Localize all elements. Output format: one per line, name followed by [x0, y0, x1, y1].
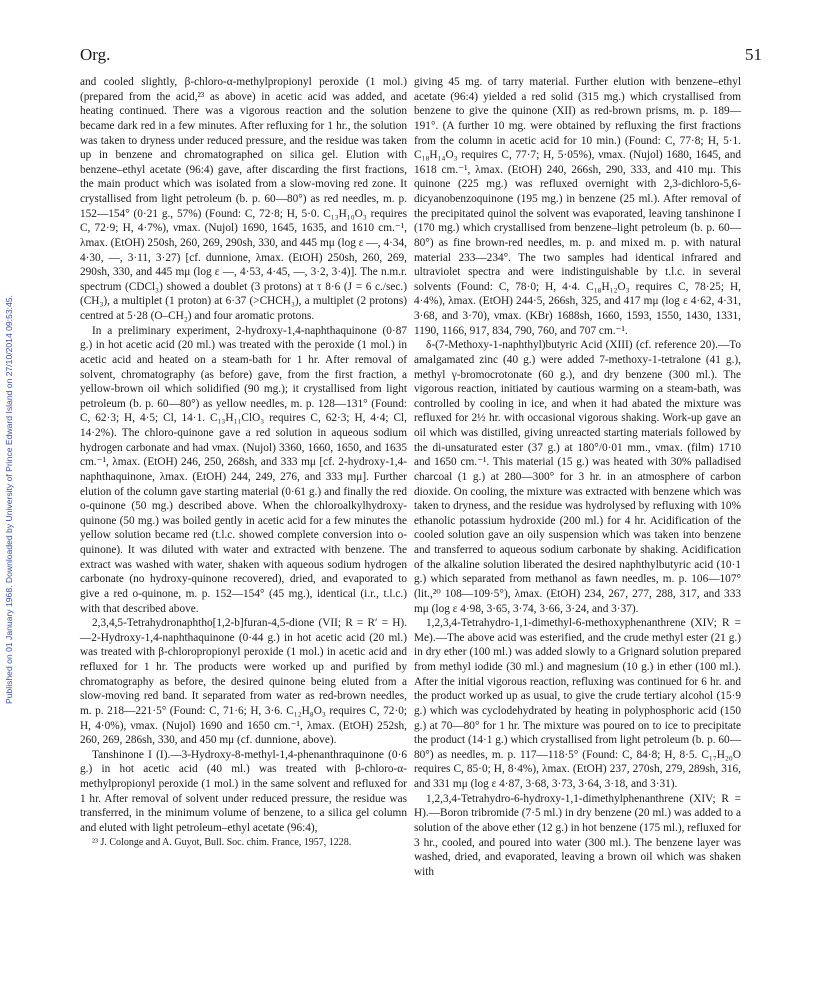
paragraph: Tanshinone I (I).—3-Hydroxy-8-methyl-1,4-phenanthraquinone (0·6 g.) in hot acetic acid (40 ml.) was treated with β-chloro-α-methylpropionyl peroxide (1 mol.) in the same solvent and refluxed for 1 hr. After removal of solvent under reduced pressure, the residue was transferred, in the minimum volume of benzene, to a silica gel column and eluted with light petroleum–ethyl acetate (96:4), [80, 748, 407, 834]
paragraph: 1,2,3,4-Tetrahydro-1,1-dimethyl-6-methoxyphenanthrene (XIV; R = Me).—The above acid was esterified, and the crude methyl ester (21 g.) in dry ether (100 ml.) was added slowly to a Grignard solution prepared from methyl iodide (30 ml.) and magnesium (10 g.) in ether (100 ml.). After the initial vigorous reaction, refluxing was continued for 6 hr. and the product worked up as usual, to give the crude tertiary alcohol (15·9 g.) which was cyclodehydrated by heating in polyphosphoric acid (150 g.) at 70—80° for 1 hr. The mixture was poured on to ice to precipitate the product (14·1 g.) which crystallised from light petroleum (b. p. 60—80°) as needles, m. p. 117—118·5° (Found: C, 84·8; H, 8·5. C₁₇H₂₀O requires C, 85·0; H, 8·4%), λmax. (EtOH) 237, 270sh, 279, 289sh, 316, and 331 mμ (log ε 4·87, 3·68, 3·73, 3·64, 3·18, and 3·31). [414, 617, 741, 790]
footnote: ²³ J. Colonge and A. Guyot, Bull. Soc. chim. France, 1957, 1228. [92, 836, 352, 848]
paragraph: In a preliminary experiment, 2-hydroxy-1,4-naphthaquinone (0·87 g.) in hot acetic acid (20 ml.) was treated with the peroxide (1 mol.) in acetic acid and heated on a steam-bath for 1 hr. After removal of solvent, chromatography (as before) gave, from the first fraction, a yellow-brown oil which solidified (90 mg.); it crystallised from light petroleum (b. p. 60—80°) as yellow needles, m. p. 128—131° (Found: C, 62·3; H, 4·5; Cl, 14·1. C₁₃H₁₁ClO₃ requires C, 62·3; H, 4·4; Cl, 14·2%). The chloro-quinone gave a red solution in aqueous sodium hydrogen carbonate and had νmax. (Nujol) 3360, 1660, 1650, and 1635 cm.⁻¹, λmax. (EtOH) 246, 250, 268sh, and 333 mμ [cf. 2-hydroxy-1,4-naphthaquinone, λmax. (EtOH) 244, 249, 276, and 333 mμ]. Further elution of the column gave starting material (0·61 g.) and finally the red o-quinone (50 mg.) described above. When the chloroalkylhydroxy-quinone (50 mg.) was boiled gently in acetic acid for a few minutes the yellow solution became red (t.l.c. showed complete conversion into o-quinone). It was diluted with water and extracted with benzene. The extract was washed with water, shaken with aqueous sodium hydrogen carbonate (no hydroxy-quinone recovered), dried, and evaporated to give a red o-quinone, m. p. 152—154° (45 mg.), identical (i.r., t.l.c.) with that described above. [80, 324, 407, 615]
download-watermark: Published on 01 January 1968. Downloaded by University of Prince Edward Island on 27/10/2014 09:53:45. [4, 295, 14, 705]
right-column [414, 75, 741, 879]
paragraph: 2,3,4,5-Tetrahydronaphtho[1,2-b]furan-4,5-dione (VII; R = R′ = H).—2-Hydroxy-1,4-naphthaquinone (0·44 g.) in hot acetic acid (20 ml.) was treated with β-chloropropionyl peroxide (1 mol.) in acetic acid and refluxed for 1 hr. The products were worked up and purified by chromatography as before, the desired quinone being eluted from a slow-moving red band. It separated from water as red-brown needles, m. p. 218—221·5° (Found: C, 71·6; H, 3·6. C₁₂H₈O₃ requires C, 72·0; H, 4·0%), νmax. (Nujol) 1690 and 1650 cm.⁻¹, λmax. (EtOH) 252sh, 260, 269, 286sh, 330, and 450 mμ (cf. dunnione, above). [80, 617, 407, 747]
paragraph: 1,2,3,4-Tetrahydro-6-hydroxy-1,1-dimethylphenanthrene (XIV; R = H).—Boron tribromide (7·5 ml.) in dry benzene (20 ml.) was added to a solution of the above ether (12 g.) in hot benzene (175 ml.), refluxed for 3 hr., cooled, and poured into water (300 ml.). The benzene layer was washed, dried, and evaporated, leaving a brown oil which was shaken with [414, 792, 741, 878]
paragraph: and cooled slightly, β-chloro-α-methylpropionyl peroxide (1 mol.) (prepared from the acid,²³ as above) in acetic acid was added, and heating continued. There was a vigorous reaction and the solution became dark red in a few minutes. After refluxing for 1 hr., the solution was taken to dryness under reduced pressure, and the residue was taken up in benzene and chromatographed on silica gel. Elution with benzene–ethyl acetate (96:4) gave, after discarding the first fractions, the main product which was isolated from a slow-moving red zone. It crystallised from light petroleum (b. p. 60—80°) as red needles, m. p. 152—154° (0·21 g., 57%) (Found: C, 72·8; H, 5·0. C₁₃H₁₀O₃ requires C, 72·9; H, 4·7%), νmax. (Nujol) 1690, 1645, 1635, and 1610 cm.⁻¹, λmax. (EtOH) 250sh, 260, 269, 290sh, 330, and 445 mμ (log ε —, 4·34, 4·30, —, 3·11, 3·27) [cf. dunnione, λmax. (EtOH) 250sh, 260, 269, 290sh, 330, and 445 mμ (log ε —, 4·53, 4·45, —, 3·2, 3·4)]. The n.m.r. spectrum (CDCl₃) showed a doublet (3 protons) at τ 8·6 (J = 6 c./sec.) (CH₃), a multiplet (1 proton) at 6·37 (>CHCH₃), a multiplet (2 protons) centred at 5·28 (O–CH₂) and four aromatic protons. [80, 76, 407, 322]
paragraph: giving 45 mg. of tarry material. Further elution with benzene–ethyl acetate (96:4) yielded a red solid (315 mg.) which crystallised from benzene to give the quinone (XII) as red-brown prisms, m. p. 189—191°. (A further 10 mg. were obtained by refluxing the first fractions from the column in acetic acid for 10 min.) (Found: C, 77·8; H, 5·1. C₁₈H₁₄O₃ requires C, 77·7; H, 5·05%), νmax. (Nujol) 1680, 1645, and 1618 cm.⁻¹, λmax. (EtOH) 240, 266sh, 290, 333, and 410 mμ. This quinone (225 mg.) was refluxed overnight with 2,3-dichloro-5,6-dicyanobenzoquinone (195 mg.) in benzene (25 ml.). After removal of the precipitated quinol the solvent was evaporated, leaving tanshinone I (170 mg.) which crystallised from benzene–light petroleum (b. p. 60—80°) as fine brown-red needles, m. p. and mixed m. p. with natural material 233—234°. The two samples had identical infrared and ultraviolet spectra and were indistinguishable by t.l.c. in several solvents (Found: C, 78·0; H, 4·4. C₁₈H₁₂O₃ requires C, 78·25; H, 4·4%), λmax. (EtOH) 244·5, 266sh, 325, and 417 mμ (log ε 4·62, 4·31, 3·68, and 3·70), νmax. (KBr) 1688sh, 1660, 1593, 1550, 1430, 1331, 1190, 1166, 917, 834, 790, 760, and 707 cm.⁻¹. [414, 76, 741, 337]
paragraph: δ-(7-Methoxy-1-naphthyl)butyric Acid (XIII) (cf. reference 20).—To amalgamated zinc (40 g.) were added 7-methoxy-1-tetralone (41 g.), methyl γ-bromocrotonate (60 g.), and dry benzene (300 ml.). The vigorous reaction, initiated by cautious warming on a steam-bath, was controlled by cooling in ice, and when it had abated the mixture was refluxed for 2½ hr. with occasional vigorous shaking. Work-up gave an oil which was distilled, giving unreacted starting materials followed by the di-unsaturated ester (37 g.) at 180°/0·01 mm., νmax. (film) 1710 and 1650 cm.⁻¹. This material (15 g.) was heated with 30% palladised charcoal (1 g.) at 280—300° for 3 hr. in an atmosphere of carbon dioxide. On cooling, the mixture was extracted with benzene which was taken to dryness, and the residue was hydrolysed by refluxing with 10% ethanolic potassium hydroxide (200 ml.) for 4 hr. Acidification of the cooled solution gave an oily suspension which was taken into benzene and transferred to aqueous sodium carbonate by shaking. Acidification of the alkaline solution liberated the desired naphthylbutyric acid (10·1 g.) which separated from methanol as fawn needles, m. p. 106—107° (lit.,²⁰ 108—109·5°), λmax. (EtOH) 234, 267, 277, 288, 317, and 333 mμ (log ε 4·98, 3·65, 3·74, 3·66, 3·24, and 3·37). [414, 339, 741, 615]
journal-header: Org. [80, 45, 111, 64]
page-number: 51 [745, 45, 762, 64]
left-column [80, 75, 407, 849]
